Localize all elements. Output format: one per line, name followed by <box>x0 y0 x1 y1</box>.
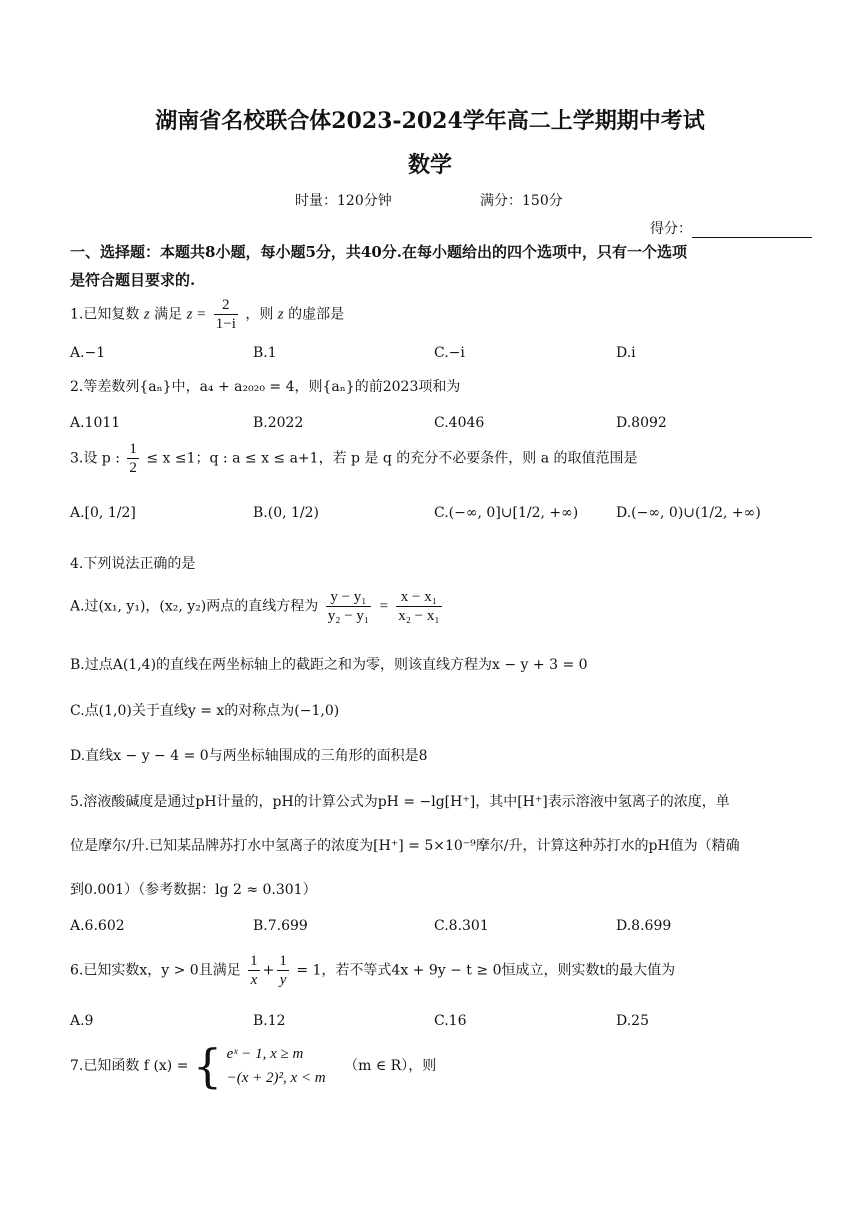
q1-text-d: 的虚部是 <box>288 306 345 323</box>
question-6 <box>70 952 675 989</box>
q6-frac1-num: 1 <box>250 953 258 969</box>
q1-fraction <box>214 296 238 333</box>
q1-option-d[interactable]: D.i <box>616 345 636 361</box>
question-5-line1: 5.溶液酸碱度是通过pH计量的，pH的计算公式为pH = −lg[H⁺]，其中[H⁺]表示溶液中氢离子的浓度，单 <box>70 794 730 810</box>
q3-option-b[interactable]: B.(0, 1/2) <box>253 505 320 521</box>
question-4: 4.下列说法正确的是 <box>70 556 196 572</box>
q5-option-b[interactable]: B.7.699 <box>253 918 308 934</box>
q6-fraction-1 <box>248 952 260 989</box>
q6-text-b: = 1，若不等式4x + 9y − t ≥ 0恒成立，则实数t的最大值为 <box>296 962 676 979</box>
q4-option-a-text: A.过(x₁, y₁)，(x₂, y₂)两点的直线方程为 <box>70 598 319 615</box>
q2-option-a[interactable]: A.1011 <box>70 415 121 431</box>
q5-option-a[interactable]: A.6.602 <box>70 918 125 934</box>
score-label: 满分：150分 <box>480 193 563 209</box>
q7-case-1: eˣ − 1, x ≥ m <box>226 1046 304 1062</box>
q7-cases <box>227 1042 326 1090</box>
q3-fraction <box>127 440 139 477</box>
q3-option-d[interactable]: D.(−∞, 0)∪(1/2, +∞) <box>616 505 761 521</box>
q6-text-a: 6.已知实数x，y > 0且满足 <box>70 962 241 979</box>
time-label: 时量：120分钟 <box>295 193 392 209</box>
q6-option-a[interactable]: A.9 <box>70 1013 94 1029</box>
q3-frac-num: 1 <box>129 441 137 457</box>
exam-title: 湖南省名校联合体2023-2024学年高二上学期期中考试 <box>155 108 705 134</box>
q3-option-a[interactable]: A.[0, 1/2] <box>70 505 136 521</box>
q4-fraction-x <box>396 588 441 625</box>
question-2: 2.等差数列{aₙ}中，a₄ + a₂₀₂₀ = 4，则{aₙ}的前2023项和为 <box>70 379 461 395</box>
q1-option-c[interactable]: C.−i <box>434 345 465 361</box>
q2-option-d[interactable]: D.8092 <box>616 415 667 431</box>
q2-option-b[interactable]: B.2022 <box>253 415 304 431</box>
q4-option-a[interactable]: A.过(x₁, y₁)，(x₂, y₂)两点的直线方程为 $\frac{\text{y − y₁}}{\text{y₂ − y₁}}$ = $\frac{\text{x − x₁}}{\text{x₂ − x₁}}$ <box>70 589 440 624</box>
q7-text-b: （m ∈ R），则 <box>344 1058 437 1074</box>
question-1 <box>70 296 344 333</box>
q1-option-a[interactable]: A.−1 <box>70 345 106 361</box>
q6-option-d[interactable]: D.25 <box>616 1013 649 1029</box>
q4-frac-y-num: y − y₁ <box>330 589 367 605</box>
q3-option-c[interactable]: C.(−∞, 0]∪[1/2, +∞) <box>434 505 579 521</box>
q5-option-d[interactable]: D.8.699 <box>616 918 672 934</box>
q4-option-d[interactable]: D.直线x − y − 4 = 0与两坐标轴围成的三角形的面积是8 <box>70 748 428 764</box>
q5-option-c[interactable]: C.8.301 <box>434 918 489 934</box>
q4-frac-x-num: x − x₁ <box>400 589 437 605</box>
score-field-label: 得分： <box>650 221 692 237</box>
q4-frac-x-den: x₂ − x₁ <box>398 608 440 624</box>
q6-option-c[interactable]: C.16 <box>434 1013 467 1029</box>
q4-fraction-y <box>326 588 371 625</box>
section-heading-line1: 一、选择题：本题共8小题，每小题5分，共40分.在每小题给出的四个选项中，只有一个选项 <box>70 243 687 261</box>
q1-frac-num: 2 <box>222 297 230 313</box>
q1-text-b: 满足 <box>154 306 183 323</box>
q2-option-c[interactable]: C.4046 <box>434 415 485 431</box>
q6-frac2-den: y <box>277 970 289 989</box>
question-5-line3: 到0.001）（参考数据：lg 2 ≈ 0.301） <box>70 882 317 898</box>
section-heading-line2: 是符合题目要求的. <box>70 271 196 289</box>
question-3 <box>70 440 638 477</box>
question-7 <box>70 1039 437 1093</box>
q7-text-a: 7.已知函数 f (x) = <box>70 1058 189 1074</box>
q4-option-c[interactable]: C.点(1,0)关于直线y = x的对称点为(−1,0) <box>70 703 340 719</box>
q1-eq: z = <box>186 306 207 323</box>
q1-text-a: 1.已知复数 <box>70 306 140 323</box>
q3-text-b: ≤ x ≤1；q : a ≤ x ≤ a+1，若 p 是 q 的充分不必要条件，则 a 的取值范围是 <box>146 450 638 467</box>
q7-case-2: −(x + 2)², x < m <box>226 1070 326 1086</box>
q6-fraction-2 <box>277 952 289 989</box>
q1-var-z-2: z <box>277 306 284 323</box>
q6-plus: + <box>262 962 275 979</box>
q4-option-b[interactable]: B.过点A(1,4)的直线在两坐标轴上的截距之和为零，则该直线方程为x − y + 3 = 0 <box>70 657 588 673</box>
score-field <box>650 218 812 238</box>
q6-frac2-num: 1 <box>279 953 287 969</box>
q3-text-a: 3.设 p : <box>70 450 120 467</box>
subject-title: 数学 <box>407 152 452 178</box>
score-blank <box>692 223 812 238</box>
question-5-line2: 位是摩尔/升.已知某品牌苏打水中氢离子的浓度为[H⁺] = 5×10⁻⁹摩尔/升，计算这种苏打水的pH值为（精确 <box>70 838 740 854</box>
q1-var-z: z <box>143 306 150 323</box>
q4-frac-y-den: y₂ − y₁ <box>327 608 370 624</box>
q3-frac-den: 2 <box>129 460 137 476</box>
q6-frac1-den: x <box>248 970 260 989</box>
q1-frac-den: 1−i <box>215 316 236 332</box>
q1-text-c: ，则 <box>245 306 274 323</box>
q6-option-b[interactable]: B.12 <box>253 1013 286 1029</box>
q7-brace: { <box>192 1039 223 1093</box>
q1-option-b[interactable]: B.1 <box>253 345 277 361</box>
